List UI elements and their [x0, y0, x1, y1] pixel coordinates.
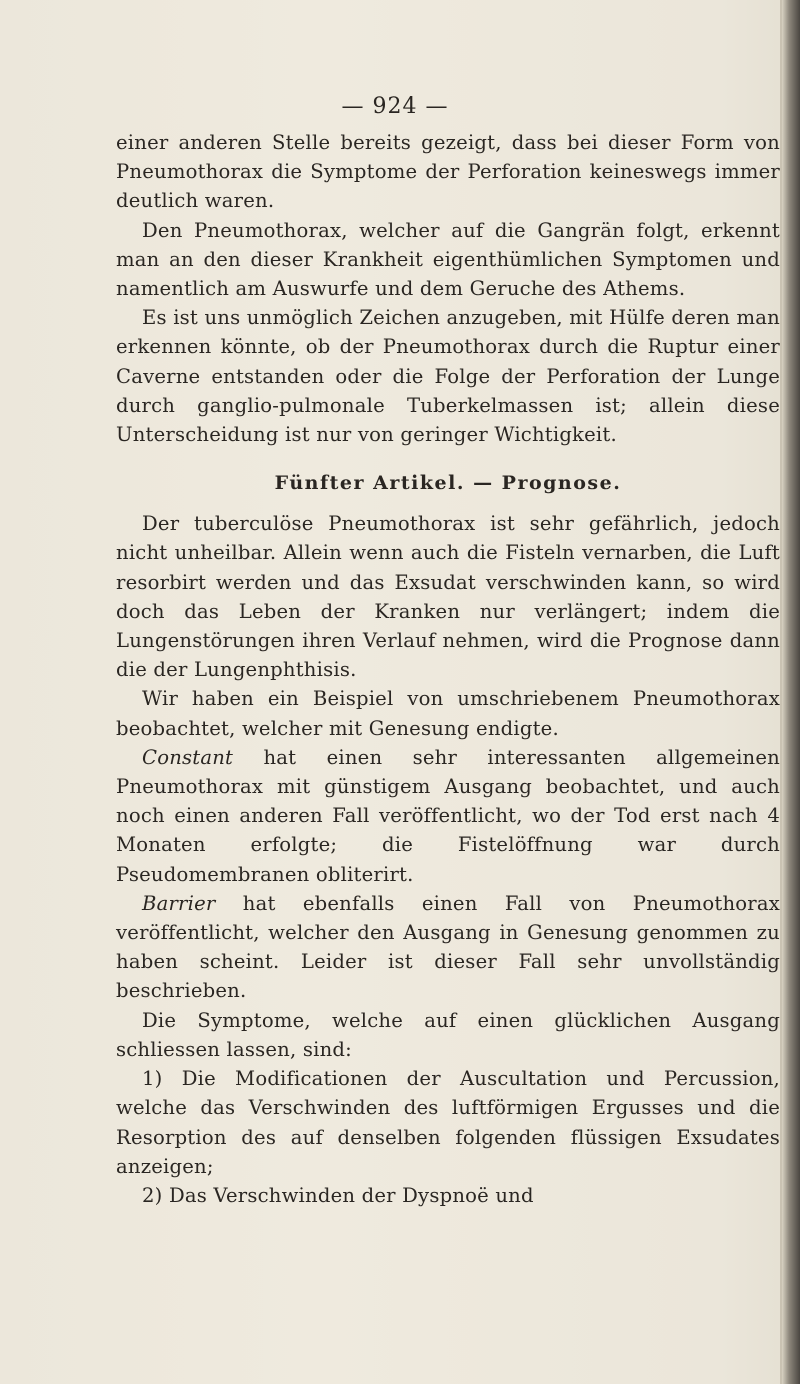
paragraph: Wir haben ein Beispiel von umschriebenem Pneumothorax beobachtet, welcher mit Genesung endigte. [116, 687, 780, 740]
paragraph [116, 743, 780, 889]
paragraph [116, 889, 780, 1006]
paragraph: einer anderen Stelle bereits gezeigt, dass bei dieser Form von Pneumothorax die Symptome der Perforation keineswegs immer deutlich waren. [116, 131, 780, 213]
paragraph-text: hat ebenfalls einen Fall von Pneumothorax veröffentlicht, welcher den Ausgang in Genesung genommen zu haben scheint. Leider ist dieser Fall sehr unvollständig beschrieben. [116, 891, 780, 1003]
paragraph: Den Pneumothorax, welcher auf die Gangrän folgt, erkennt man an den dieser Krankheit eigenthümlichen Symptomen und namentlich am Auswurfe und dem Geruche des Athems. [116, 218, 780, 301]
paragraph: Der tuberculöse Pneumothorax ist sehr gefährlich, jedoch nicht unheilbar. Allein wenn auch die Fisteln vernarben, die Luft resorbirt werden und das Exsudat verschwinden kann, so wird doch das Leben der Kranken nur verlängert; indem die Lungenstörungen ihren Verlauf nehmen, wird die Prognose dann die der Lungenphthisis. [116, 512, 780, 682]
list-item: 1) Die Modificationen der Auscultation und Percussion, welche das Verschwinden des luftförmigen Ergusses und die Resorption des auf denselben folgenden flüssigen Exsudates anzeigen; [116, 1067, 780, 1178]
author-name: Barrier [142, 891, 216, 915]
book-binding-edge [782, 0, 800, 1384]
author-name: Constant [142, 745, 234, 769]
list-item: 2) Das Verschwinden der Dyspnoë und [142, 1183, 534, 1207]
paragraph: Die Symptome, welche auf einen glücklichen Ausgang schliessen lassen, sind: [116, 1008, 780, 1061]
page-body [116, 128, 780, 1210]
page-number: — 924 — [341, 94, 449, 119]
section-heading: Fünfter Artikel. — Prognose. [274, 472, 622, 495]
paragraph: Es ist uns unmöglich Zeichen anzugeben, mit Hülfe deren man erkennen könnte, ob der Pneumothorax durch die Ruptur einer Caverne entstanden oder die Folge der Perforation der Lunge durch ganglio-pulmonale Tuberkelmassen ist; allein diese Unterscheidung ist nur von geringer Wichtigkeit. [116, 306, 780, 447]
paragraph-text: hat einen sehr interessanten allgemeinen Pneumothorax mit günstigem Ausgang beobachtet, und auch noch einen anderen Fall veröffentlicht, wo der Tod erst nach 4 Monaten erfolgte; die Fistelöffnung war durch Pseudomembranen obliterirt. [116, 745, 780, 886]
